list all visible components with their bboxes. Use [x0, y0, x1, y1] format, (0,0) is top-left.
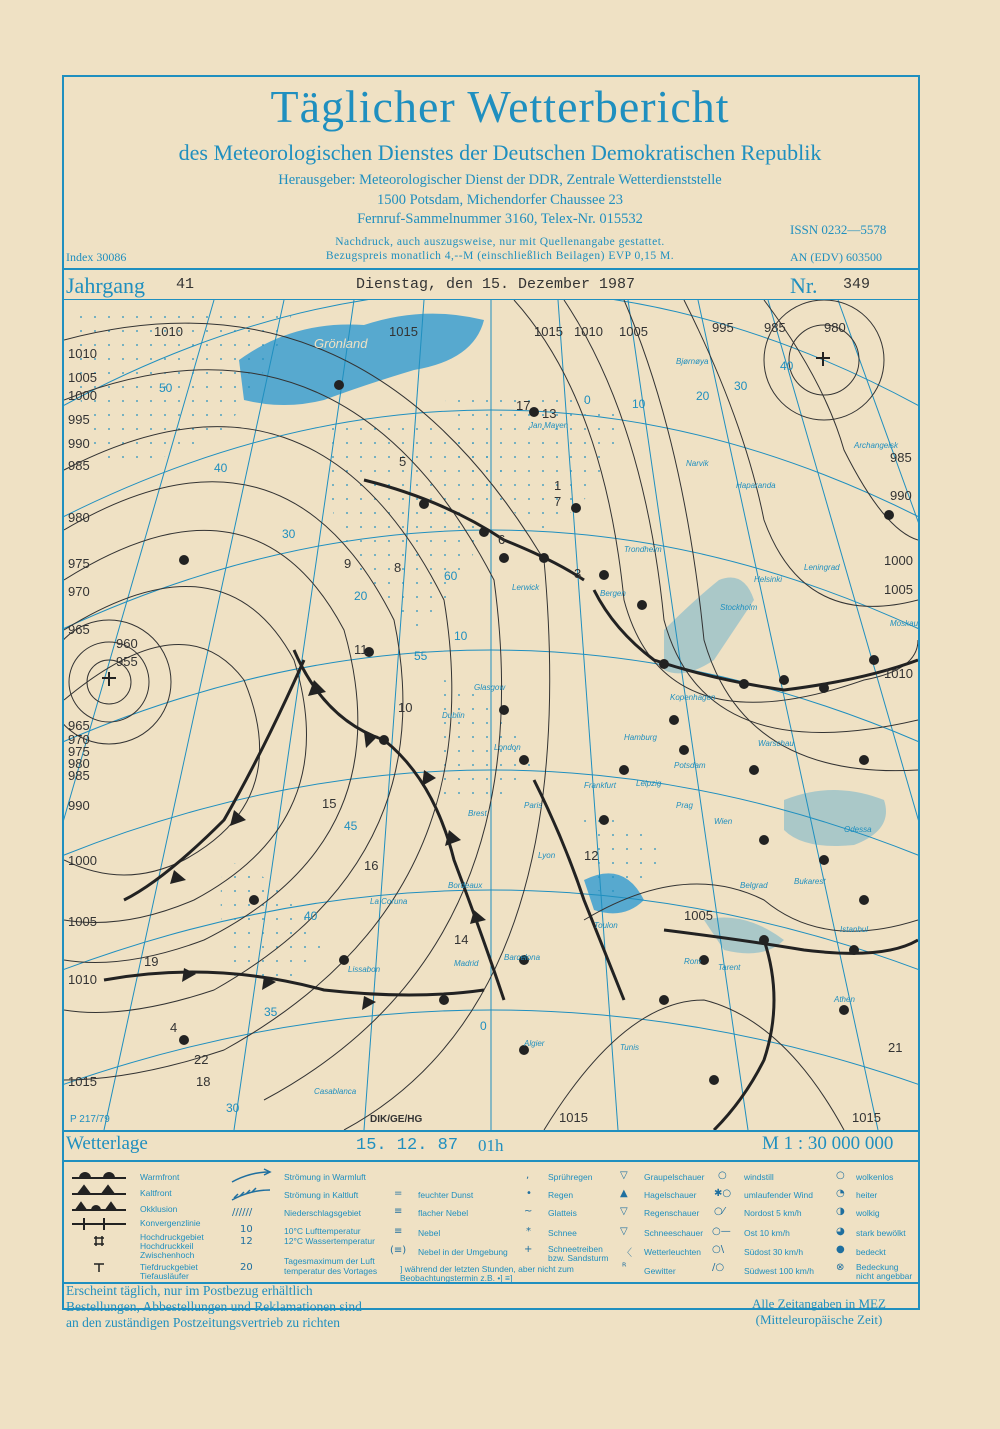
isobar-label-l17: 990 [68, 798, 90, 813]
legend-feuchter-dunst: feuchter Dunst [418, 1190, 474, 1200]
place-moskau: Moskau [890, 619, 918, 628]
place-stockholm: Stockholm [720, 603, 758, 612]
isobar-label-l15: 980 [68, 756, 90, 771]
obs-9: 9 [344, 556, 352, 571]
isobar-label-l8: 970 [68, 584, 90, 599]
footer-tz-2: (Mitteleuropäische Zeit) [755, 1312, 883, 1327]
legend-schneeschauer: Schneeschauer [644, 1228, 704, 1238]
place-frankfurt: Frankfurt [584, 781, 617, 790]
place-dublin: Dublin [442, 711, 465, 720]
issue-date: Dienstag, den 15. Dezember 1987 [356, 276, 636, 293]
front-symbols-legend [70, 1168, 130, 1278]
legend-bedeckung: Bedeckung [856, 1262, 899, 1272]
place-bukarest: Bukarest [794, 877, 826, 886]
legend-bedeckt: bedeckt [856, 1247, 886, 1257]
lat-label-6: 45 [344, 819, 358, 833]
obs-18: 21 [888, 1040, 903, 1055]
obs-17: 18 [196, 1074, 211, 1089]
isobar-label-l18: 1000 [68, 853, 97, 868]
obs-7: 3 [574, 566, 582, 581]
place-wien: Wien [714, 817, 733, 826]
map-code: P 217/79 [70, 1114, 110, 1125]
legend-beobachtungstermin: Beobachtungstermin z.B. •] ≡] [400, 1273, 513, 1283]
cloud-clear-icon: ○ [836, 1170, 845, 1181]
isobar-label-l2: 1000 [68, 388, 97, 403]
isobar-label-r0: 985 [890, 450, 912, 465]
weather-map [64, 300, 918, 1130]
isobar-label-l21: 1015 [68, 1074, 97, 1089]
obs-11: 12 [584, 848, 599, 863]
legend-nebel-umgebung: Nebel in der Umgebung [418, 1247, 508, 1257]
legend-okklusion: Okklusion [140, 1204, 178, 1214]
legend-kaltfront: Kaltfront [140, 1188, 172, 1198]
place-casablanca: Casablanca [314, 1087, 357, 1096]
stream-symbols-legend [230, 1168, 274, 1208]
place-belgrad: Belgrad [740, 881, 768, 890]
legend-ost: Ost 10 km/h [744, 1228, 790, 1238]
footer-line-2: Bestellungen, Abbestellungen und Reklamationen sind [66, 1299, 362, 1314]
legend-gewitter: Gewitter [644, 1266, 676, 1276]
place-potsdam: Potsdam [674, 761, 706, 770]
legend-glatteis: Glatteis [548, 1208, 577, 1218]
obs-0: 17 [516, 398, 531, 413]
legend-niederschlagsgebiet: Niederschlagsgebiet [284, 1208, 362, 1218]
wind-se-icon: ○\ [712, 1244, 725, 1255]
place-bergen: Bergen [600, 589, 626, 598]
obs-5: 7 [554, 494, 562, 509]
rain-shower-icon: ▽ [620, 1206, 628, 1217]
isobar-label-t7: 980 [824, 320, 846, 335]
lat-label-10: 10 [632, 397, 646, 411]
legend-schneetreiben: Schneetreiben [548, 1244, 603, 1254]
isobar-label-l1: 1005 [68, 370, 97, 385]
page-title: Täglicher Wetterbericht [270, 81, 730, 132]
place-barcelona: Barcelona [504, 953, 541, 962]
footer-timezone [752, 1296, 886, 1328]
meridian-10: 10 [454, 629, 468, 643]
place-london: London [494, 743, 521, 752]
graupel-shower-icon: ▽ [620, 1170, 628, 1181]
isobar-label-r1: 990 [890, 488, 912, 503]
rain-icon: • [526, 1188, 532, 1199]
legend-regenschauer: Regenschauer [644, 1208, 700, 1218]
place-toulon: Toulon [594, 921, 618, 930]
lat-label-12: 30 [734, 379, 748, 393]
lat-label-2: 30 [282, 527, 296, 541]
legend-sym-20: 20 [240, 1262, 253, 1273]
place-bordeaux: Bordeaux [448, 881, 483, 890]
wind-sw-icon: /○ [712, 1262, 725, 1273]
wetterlage-label: Wetterlage [66, 1133, 148, 1154]
legend-wolkenlos: wolkenlos [856, 1172, 894, 1182]
legend-temperatur-vortag: temperatur des Vortages [284, 1266, 378, 1276]
legend-stroemung-warmluft: Strömung in Warmluft [284, 1172, 366, 1182]
legend-sandsturm: bzw. Sandsturm [548, 1253, 609, 1263]
legend-tagesmaximum: Tagesmaximum der Luft [284, 1256, 375, 1266]
fog-icon: ≡ [394, 1226, 403, 1237]
lat-label-5: 55 [414, 649, 428, 663]
place-la-coruna: La Coruna [370, 897, 408, 906]
isobar-label-t4: 1005 [619, 324, 648, 339]
isobar-label-t3: 1010 [574, 324, 603, 339]
place-jan-mayen: Jan Mayen [529, 421, 569, 430]
place-helsinki: Helsinki [754, 575, 783, 584]
legend-hochdruckgebiet: Hochdruckgebiet [140, 1232, 204, 1242]
fog-vicinity-icon: (≡) [390, 1245, 407, 1256]
place-leipzig: Leipzig [636, 779, 662, 788]
isobar-label-l19: 1005 [68, 914, 97, 929]
page-subtitle: des Meteorologischen Dienstes der Deutschen Demokratischen Republik [178, 140, 822, 165]
drizzle-icon: , [526, 1170, 530, 1181]
address: 1500 Potsdam, Michendorfer Chaussee 23 [376, 192, 624, 208]
index-number: Index 30086 [66, 250, 127, 264]
place-lerwick: Lerwick [512, 583, 540, 592]
legend-nordost: Nordost 5 km/h [744, 1208, 802, 1218]
glaze-icon: ~ [524, 1206, 533, 1217]
obs-19: 4 [170, 1020, 178, 1035]
reprint-note: Nachdruck, auch auszugsweise, nur mit Quellenangabe gestattet. [335, 236, 665, 248]
place-lyon: Lyon [538, 851, 556, 860]
isobar-label-l9: 965 [68, 622, 90, 637]
legend-heiter: heiter [856, 1190, 878, 1200]
legend-umlaufender-wind: umlaufender Wind [744, 1190, 813, 1200]
nr-value: 349 [843, 276, 871, 293]
obs-12: 15 [322, 796, 337, 811]
legend-wolkig: wolkig [856, 1208, 880, 1218]
obs-8: 10 [398, 700, 413, 715]
isobar-label-t2: 1015 [534, 324, 563, 339]
place-athen: Athen [834, 995, 855, 1004]
place-madrid: Madrid [454, 959, 479, 968]
isobar-label-i0: 1005 [684, 908, 713, 923]
cloud-fair-icon: ◔ [836, 1188, 845, 1199]
place-algier: Algier [524, 1039, 545, 1048]
lat-label-0: 50 [159, 381, 173, 395]
place-trondheim: Trondheim [624, 545, 662, 554]
place-archangelsk: Archangelsk [854, 441, 899, 450]
thunderstorm-icon: ᴿ [622, 1262, 627, 1273]
price-note: Bezugspreis monatlich 4,--M (einschließlich Beilagen) EVP 0,15 M. [325, 250, 675, 262]
isobar-label-t1: 1015 [389, 324, 418, 339]
blowing-snow-icon: + [524, 1244, 533, 1255]
obs-16: 22 [194, 1052, 209, 1067]
cloud-mostly-icon: ◕ [836, 1226, 845, 1237]
wind-ne-icon: ○⁄ [714, 1206, 725, 1217]
legend-wassertemperatur: 12°C Wassertemperatur [284, 1236, 375, 1246]
precipitation-hatch-icon: ////// [232, 1207, 253, 1218]
place-tarent: Tarent [718, 963, 741, 972]
legend-sym-12: 12 [240, 1236, 253, 1247]
isobar-label-l14: 975 [68, 744, 90, 759]
legend-flacher-nebel: flacher Nebel [418, 1208, 469, 1218]
lat-label-9: 30 [226, 1101, 240, 1115]
isobar-label-l4: 990 [68, 436, 90, 451]
issn: ISSN 0232—5578 [790, 222, 887, 237]
obs-13: 16 [364, 858, 379, 873]
place-glasgow: Glasgow [474, 683, 506, 692]
lat-label-1: 40 [214, 461, 228, 475]
place-prag: Prag [676, 801, 693, 810]
place-groenland: Grönland [314, 336, 368, 351]
isobar-label-i1: 1015 [559, 1110, 588, 1125]
phone-telex: Fernruf-Sammelnummer 3160, Telex-Nr. 015532 [357, 211, 643, 227]
legend-suedwest: Südwest 100 km/h [744, 1266, 814, 1276]
lat-label-4: 60 [444, 569, 458, 583]
place-rom: Rom [684, 957, 701, 966]
publisher: Herausgeber: Meteorologischer Dienst der DDR, Zentrale Wetterdienststelle [278, 172, 722, 188]
calm-wind-icon: ○ [718, 1170, 727, 1181]
footer-line-1: Erscheint täglich, nur im Postbezug erhältlich [66, 1283, 313, 1298]
obs-1: 13 [542, 406, 557, 421]
legend-hochdruckkeil: Hochdruckkeil [140, 1241, 194, 1251]
divider-legend-top [62, 1160, 920, 1162]
shallow-fog-icon: ≡ [394, 1206, 403, 1217]
obs-4: 1 [554, 478, 562, 493]
legend-letzte-stunden: ] während der letzten Stunden, aber nicht zum [400, 1264, 574, 1274]
isobar-label-l0: 1010 [68, 346, 97, 361]
legend-stroemung-kaltluft: Strömung in Kaltluft [284, 1190, 359, 1200]
map-stamp: DIK/GE/HG [370, 1114, 423, 1125]
variable-wind-icon: ✱○ [714, 1188, 732, 1199]
place-narvik: Narvik [686, 459, 709, 468]
obs-3: 6 [498, 532, 506, 547]
legend-windstill: windstill [744, 1172, 774, 1182]
place-lissabon: Lissabon [348, 965, 381, 974]
place-tunis: Tunis [620, 1043, 639, 1052]
lat-label-8: 35 [264, 1005, 278, 1019]
divider-top [62, 268, 920, 270]
nr-label: Nr. [790, 273, 818, 298]
legend-zwischenhoch: Zwischenhoch [140, 1250, 195, 1260]
sheet-lightning-icon: 〈 [622, 1248, 632, 1259]
place-paris: Paris [524, 801, 543, 810]
place-hamburg: Hamburg [624, 733, 657, 742]
place-istanbul: Istanbul [840, 925, 869, 934]
footer-tz-1: Alle Zeitangaben in MEZ [752, 1296, 886, 1311]
obs-15: 19 [144, 954, 159, 969]
lat-label-13: 40 [780, 359, 794, 373]
lat-label-3: 20 [354, 589, 368, 603]
legend-wetterleuchten: Wetterleuchten [644, 1247, 702, 1257]
lat-label-11: 20 [696, 389, 710, 403]
place-warschau: Warschau [758, 739, 794, 748]
cloud-partly-icon: ◑ [836, 1206, 845, 1217]
isobar-label-l5: 985 [68, 458, 90, 473]
legend-sym-10: 10 [240, 1224, 253, 1235]
legend-tiefdruckgebiet: Tiefdruckgebiet [140, 1262, 198, 1272]
haze-icon: = [394, 1188, 403, 1199]
legend-schnee: Schnee [548, 1228, 577, 1238]
legend-graupelschauer: Graupelschauer [644, 1172, 705, 1182]
isobar-label-l16: 985 [68, 768, 90, 783]
legend-nebel: Nebel [418, 1228, 441, 1238]
map-scale: M 1 : 30 000 000 [762, 1133, 894, 1154]
snow-shower-icon: ▽ [620, 1226, 628, 1237]
place-leningrad: Leningrad [804, 563, 840, 572]
isobar-label-l6: 980 [68, 510, 90, 525]
cloud-overcast-icon: ● [836, 1244, 845, 1255]
legend-warmfront: Warmfront [140, 1172, 180, 1182]
isobar-label-t6: 985 [764, 320, 786, 335]
footer-subscription [66, 1283, 426, 1331]
isobar-label-r2: 1000 [884, 553, 913, 568]
isobar-label-l13: 970 [68, 732, 90, 747]
legend-nicht-angebbar: nicht angebbar [856, 1271, 913, 1281]
place-haparanda: Haparanda [736, 481, 776, 490]
obs-14: 14 [454, 932, 469, 947]
isobar-label-l12: 965 [68, 718, 90, 733]
obs-10: 11 [354, 642, 368, 657]
hail-shower-icon: ▲ [620, 1188, 628, 1199]
isobar-label-l3: 995 [68, 412, 90, 427]
isobar-label-r3: 1005 [884, 582, 913, 597]
meridian-0b: 0 [480, 1019, 487, 1033]
meridian-0a: 0 [584, 393, 591, 407]
wetterlage-hour: 01h [478, 1136, 504, 1155]
divider-map-bottom [62, 1130, 920, 1132]
isobar-label-l10: 960 [116, 636, 138, 651]
lat-label-7: 40 [304, 909, 318, 923]
legend-lufttemperatur: 10°C Lufttemperatur [284, 1226, 361, 1236]
legend-tiefauslaeufer: Tiefausläufer [140, 1271, 189, 1281]
obs-6: 8 [394, 560, 402, 575]
place-odessa: Odessa [844, 825, 872, 834]
legend-hagelschauer: Hagelschauer [644, 1190, 697, 1200]
legend-konvergenzlinie: Konvergenzlinie [140, 1218, 201, 1228]
wetterlage-date: 15. 12. 87 [356, 1136, 459, 1155]
legend-spruehregen: Sprühregen [548, 1172, 593, 1182]
place-bjoernoeya: Bjørnøya [676, 357, 709, 366]
obs-2: 5 [399, 454, 407, 469]
wind-e-icon: ○— [712, 1226, 731, 1237]
an-edv: AN (EDV) 603500 [790, 250, 882, 264]
snow-icon: * [526, 1226, 531, 1237]
legend-suedost: Südost 30 km/h [744, 1247, 804, 1257]
isobar-label-t5: 995 [712, 320, 734, 335]
jahrgang-value: 41 [176, 276, 195, 293]
isobar-label-t0: 1010 [154, 324, 183, 339]
isobar-label-r4: 1010 [884, 666, 913, 681]
isobar-label-l7: 975 [68, 556, 90, 571]
place-kopenhagen: Kopenhagen [670, 693, 716, 702]
cloud-unknown-icon: ⊗ [836, 1262, 845, 1273]
legend-regen: Regen [548, 1190, 574, 1200]
isobar-label-i2: 1015 [852, 1110, 881, 1125]
jahrgang-label: Jahrgang [66, 273, 146, 298]
isobar-label-l11: 955 [116, 654, 138, 669]
footer-line-3: an den zuständigen Postzeitungsvertrieb zu richten [66, 1315, 341, 1330]
isobar-label-l20: 1010 [68, 972, 97, 987]
legend-stark-bewoelkt: stark bewölkt [856, 1228, 906, 1238]
place-brest: Brest [468, 809, 487, 818]
